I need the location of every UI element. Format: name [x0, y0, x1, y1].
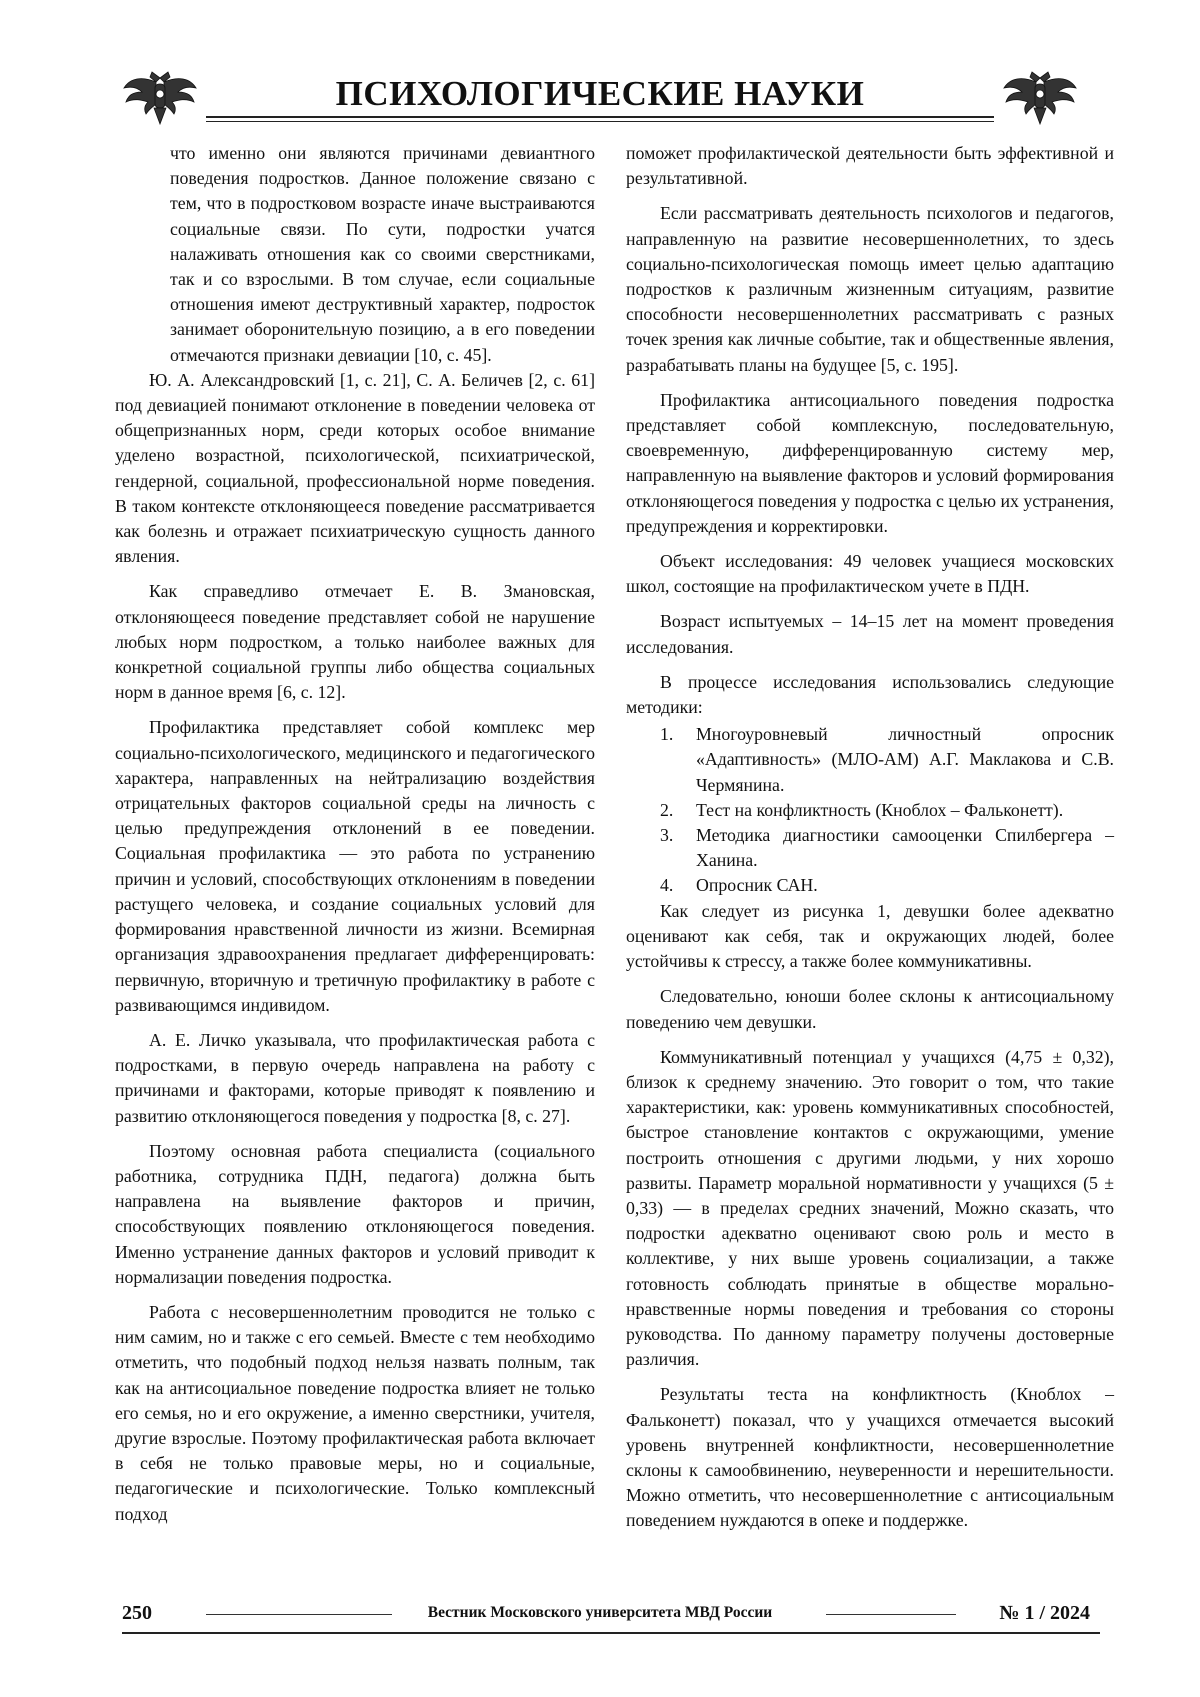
- list-item-text: Тест на конфликтность (Кноблох – Фальконетт).: [696, 799, 1064, 820]
- issue-number: № 1 / 2024: [999, 1602, 1090, 1624]
- eagle-emblem-icon: [122, 68, 198, 126]
- paragraph: Профилактика представляет собой комплекс мер социально-психологического, медицинского и педагогического характера, направленных на нейтрализацию воздействия отрицательных факторов социальной среды на личность с целью предупреждения отклонений в ее поведении. Социальная профилактика — это работа по устранению причин и условий, способствующих отклонениям в поведении растущего человека, и создание социальных условий для формирования нравственной личности из жизни. Всемирная организация здравоохранения предлагает дифференцировать: первичную, вторичную и третичную профилактику в работе с развивающимся индивидом.: [115, 717, 595, 1015]
- methods-list: [626, 722, 1114, 898]
- paragraph: А. Е. Личко указывала, что профилактическая работа с подростками, в первую очередь направлена на работу с причинами и факторами, которые приводят к появлению и развитию отклоняющегося поведения у подростка [8, с. 27].: [115, 1029, 595, 1126]
- paragraph: Коммуникативный потенциал у учащихся (4,75 ± 0,32), близок к среднему значению. Это говорит о том, что такие характеристики, как: уровень коммуникативных способностей, быстрое становление контактов с окружающими, умение построить отношения с другими людьми, у них хорошо развиты. Параметр моральной нормативности у учащихся (5 ± 0,33) — в пределах средних значений, Можно сказать, что подростки адекватно оценивают свою роль и место в коллективе, у них выше уровень социализации, а также готовность соблюдать принятые в обществе морально-нравственные нормы поведения и требования со стороны руководства. По данному параметру получены достоверные различия.: [626, 1046, 1114, 1370]
- header-rule: [206, 116, 994, 118]
- list-item-text: Многоуровневый личностный опросник «Адаптивность» (МЛО-АМ) А.Г. Маклакова и С.В. Чермянина.: [696, 724, 1114, 795]
- section-title: ПСИХОЛОГИЧЕСКИЕ НАУКИ: [335, 74, 865, 113]
- page-number: 250: [122, 1602, 152, 1624]
- page-header: [0, 68, 1200, 128]
- page-footer: [0, 1600, 1200, 1632]
- paragraph: Результаты теста на конфликтность (Кноблох – Фальконетт) показал, что у учащихся отмечается высокий уровень внутренней конфликтности, несовершеннолетние склоны к самообвинению, неуверенности и нерешительности. Можно отметить, что несовершеннолетние с антисоциальным поведением нуждаются в опеке и поддержке.: [626, 1384, 1114, 1531]
- methods-list-item: [626, 798, 1114, 823]
- paragraph: Следовательно, юноши более склоны к антисоциальному поведению чем девушки.: [626, 986, 1114, 1032]
- paragraph: Профилактика антисоциального поведения подростка представляет собой комплексную, последовательную, своевременную, дифференцированную систему мер, направленную на выявление факторов и условий формирования отклоняющегося поведения у подростка с целью их устранения, предупреждения и корректировки.: [626, 389, 1114, 536]
- list-item-text: Методика диагностики самооценки Спилбергера – Ханина.: [696, 825, 1114, 871]
- methods-list-item: [626, 823, 1114, 873]
- right-column: [626, 141, 1114, 1534]
- list-number: 3.: [660, 825, 674, 846]
- paragraph: Поэтому основная работа специалиста (социального работника, сотрудника ПДН, педагога) должна быть направлена на выявление факторов и причин, способствующих появлению отклоняющегося поведения. Именно устранение данных факторов и условий приводит к нормализации поведения подростка.: [115, 1140, 595, 1287]
- paragraph: Возраст испытуемых – 14–15 лет на момент проведения исследования.: [626, 611, 1114, 657]
- list-number: 4.: [660, 875, 674, 896]
- left-column: [115, 141, 595, 1527]
- paragraph: В процессе исследования использовались следующие методики:: [626, 671, 1114, 718]
- eagle-emblem-icon: [1002, 68, 1078, 126]
- list-number: 2.: [660, 799, 674, 820]
- paragraph: Если рассматривать деятельность психологов и педагогов, направленную на развитие несовершеннолетних, то здесь социально-психологическая помощь имеет целью адаптацию подростков к различным жизненным ситуациям, развитие способности несовершеннолетних рассматривать с разных точек зрения как личные событие, так и общественные явления, разрабатывать планы на будущее [5, с. 195].: [626, 203, 1114, 375]
- paragraph-continuation: поможет профилактической деятельности быть эффективной и результативной.: [626, 143, 1114, 189]
- methods-list-item: [626, 722, 1114, 798]
- quote-block: что именно они являются причинами девиантного поведения подростков. Данное положение связано с тем, что в подростковом возрасте иначе выстраиваются социальные связи. По сути, подростки учатся налаживать отношения как со своими сверстниками, так и со взрослыми. В том случае, если социальные отношения имеют деструктивный характер, подросток занимает оборонительную позицию, а в его поведении отмечаются признаки девиации [10, с. 45].: [170, 143, 595, 365]
- paragraph: Как справедливо отмечает Е. В. Змановская, отклоняющееся поведение представляет собой не нарушение любых норм подростком, а только наиболее важных для конкретной социальной группы либо общества социальных норм в данное время [6, с. 12].: [115, 581, 595, 703]
- list-item-text: Опросник САН.: [696, 875, 818, 896]
- paragraph: Как следует из рисунка 1, девушки более адекватно оценивают как себя, так и окружающих людей, более устойчивы к стрессу, а также более коммуникативны.: [626, 900, 1114, 972]
- methods-list-item: [626, 873, 1114, 898]
- list-number: 1.: [660, 724, 674, 745]
- paragraph: Объект исследования: 49 человек учащиеся московских школ, состоящие на профилактическом учете в ПДН.: [626, 551, 1114, 597]
- footer-rule: [826, 1614, 956, 1615]
- footer-bottom-rule: [122, 1632, 1100, 1634]
- header-rule-thin: [206, 121, 994, 122]
- journal-name: Вестник Московского университета МВД России: [427, 1604, 773, 1621]
- paragraph: Работа с несовершеннолетним проводится не только с ним самим, но и также с его семьей. Вместе с тем необходимо отметить, что подобный подход нельзя назвать полным, так как на антисоциальное поведение подростка влияет не только его семья, но и его окружение, а именно сверстники, учителя, другие взрослые. Поэтому профилактическая работа включает в себя не только правовые меры, но и социальные, педагогические и психологические. Только комплексный подход: [115, 1301, 595, 1524]
- paragraph: Ю. А. Александровский [1, с. 21], С. А. Беличев [2, с. 61] под девиацией понимают отклонение в поведении человека от общепризнанных норм, среди которых особое внимание уделено возрастной, психологической, психиатрической, гендерной, социальной, профессиональной норме поведения. В таком контексте отклоняющееся поведение рассматривается как болезнь и отражает психиатрическую сущность данного явления.: [115, 369, 595, 567]
